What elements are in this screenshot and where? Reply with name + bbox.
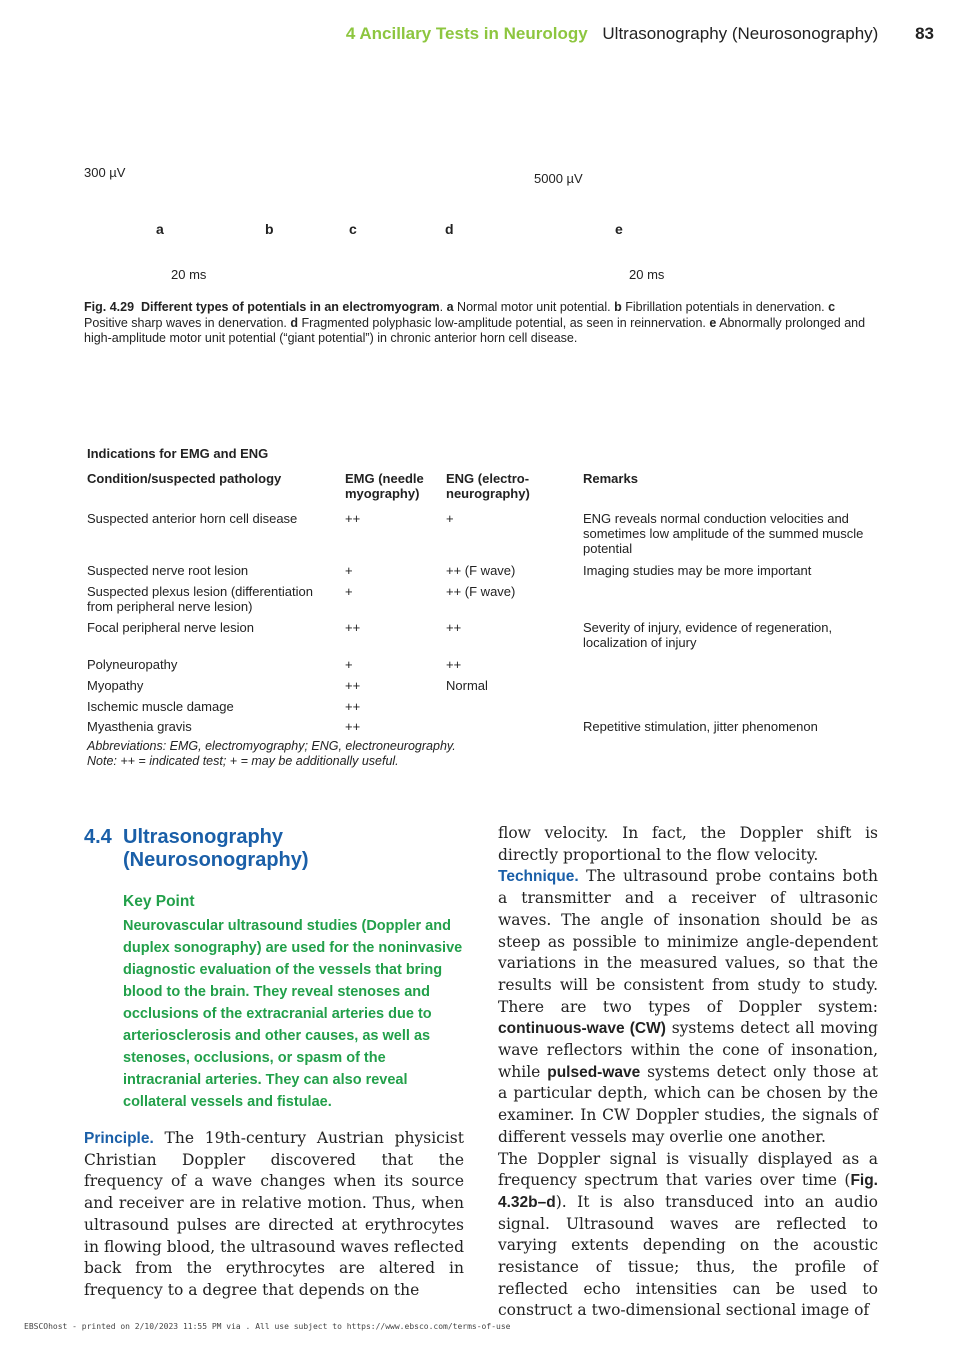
cell-remarks: Imaging studies may be more important xyxy=(583,563,812,578)
table-row xyxy=(87,657,877,678)
cell-condition: Suspected nerve root lesion xyxy=(87,563,249,578)
cell-remarks: Severity of injury, evidence of regeneration, localization of injury xyxy=(583,620,833,650)
caption-letter-c: c xyxy=(828,300,836,314)
table-abbreviations: Abbreviations: EMG, electromyography; ENG, electroneurography. xyxy=(87,739,456,753)
time-scale-left: 20 ms xyxy=(171,267,207,282)
cell-condition: Polyneuropathy xyxy=(87,657,178,672)
running-header xyxy=(346,24,934,44)
technique-text-a: The ultrasound probe contains both a transmitter and a receiver of ultrasonic waves. The angle of insonation should be as steep as possible to minimize angle-dependent variations in the measured values, so that the results will be consistent from study to study. There are two types of Doppler system: xyxy=(498,867,878,1016)
cell-remarks: Repetitive stimulation, jitter phenomenon xyxy=(583,719,818,734)
panel-label-c: c xyxy=(349,221,357,237)
cell-emg: ++ xyxy=(345,620,361,635)
caption-label: Fig. 4.29 xyxy=(84,300,135,314)
page-number: 83 xyxy=(915,24,934,43)
cell-condition: Focal peripheral nerve lesion xyxy=(87,620,254,635)
table-title: Indications for EMG and ENG xyxy=(87,446,269,461)
flow-velocity-paragraph: flow velocity. In fact, the Doppler shift is directly proportional to the flow velocity. xyxy=(498,824,878,864)
panel-label-e: e xyxy=(615,221,623,237)
table-row xyxy=(87,511,877,563)
header-eng: ENG (electro-neurography) xyxy=(446,471,530,501)
table-notes xyxy=(87,739,877,773)
principle-paragraph xyxy=(84,1128,464,1302)
caption-letter-a: a xyxy=(446,300,454,314)
cell-condition: Myopathy xyxy=(87,678,144,693)
table-row xyxy=(87,584,877,620)
caption-part-a: Normal motor unit potential. xyxy=(457,300,611,314)
cell-eng: ++ (F wave) xyxy=(446,584,516,599)
technique-paragraph xyxy=(498,866,878,1148)
section-title: Ultrasonography (Neurosonography) xyxy=(123,826,309,871)
cell-eng: ++ (F wave) xyxy=(446,563,516,578)
technique-text-b: systems detect all moving wave reflectors within the cone of insonation, while xyxy=(498,1019,878,1081)
cell-remarks: ENG reveals normal conduction velocities and sometimes low amplitude of the summed muscle potential xyxy=(583,511,864,556)
table-row xyxy=(87,699,877,719)
figure-caption: Fig. 4.29 Different types of potentials in an electromyogram. a Normal motor unit potential. b Fibrillation potentials in denervation. c Positive sharp waves in denervation. d Fragmented polyphasic low-amplitude potential, as seen in reinnervation. e Abnormally prolonged and high-amplitude motor unit potential (“giant potential”) in chronic anterior horn cell disease. xyxy=(84,300,866,345)
technique-text-c: systems detect only those at a particular depth, which can be chosen by the examiner. In CW Doppler studies, the signals of different vessels may overlie one another. xyxy=(498,1062,878,1146)
caption-letter-e: e xyxy=(709,315,717,330)
table-row xyxy=(87,678,877,699)
cell-emg: ++ xyxy=(345,511,361,526)
key-point-title: Key Point xyxy=(123,893,195,910)
cell-emg: ++ xyxy=(345,719,361,734)
section-running-title: Ultrasonography (Neurosonography) xyxy=(602,24,879,43)
key-point-text: Neurovascular ultrasound studies (Doppler and duplex sonography) are used for the noninvasive diagnostic evaluation of the vessels that bring blood to the brain. They reveal stenoses and occlusions of the extracranial arteries due to arteriosclerosis and other causes, as well as stenoses, occlusions, or spasm of the intracranial arteries. They can also reveal collateral vessels and fistulae. xyxy=(123,918,463,1110)
cell-condition: Suspected anterior horn cell disease xyxy=(87,511,298,526)
panel-label-b: b xyxy=(265,221,274,237)
cell-eng: Normal xyxy=(446,678,488,693)
cell-emg: + xyxy=(345,563,353,578)
table-row xyxy=(87,563,877,584)
time-scale-right: 20 ms xyxy=(629,267,665,282)
technique-label: Technique. xyxy=(498,868,579,886)
pw-term: pulsed-wave xyxy=(547,1063,641,1081)
header-emg: EMG (needle myography) xyxy=(345,471,424,501)
header-remarks: Remarks xyxy=(583,471,638,486)
doppler-text-b: ). It is also transduced into an audio signal. Ultrasound waves are reflected to varying extents depending on the acoustic resistance of tissue; thus, the profile of reflected echo intensities can be used to construct a two-dimensional sectional image of xyxy=(498,1192,878,1320)
right-column-text xyxy=(498,823,878,1322)
principle-label: Principle. xyxy=(84,1130,154,1147)
caption-title: Different types of potentials in an electromyogram xyxy=(140,300,440,314)
cell-emg: + xyxy=(345,657,353,672)
cell-emg: ++ xyxy=(345,678,361,693)
cell-emg: ++ xyxy=(345,699,361,714)
table-header-row xyxy=(87,471,877,511)
cell-condition: Myasthenia gravis xyxy=(87,719,192,734)
caption-part-c: Positive sharp waves in denervation. xyxy=(84,315,287,330)
cell-emg: + xyxy=(345,584,353,599)
principle-text: The 19th-century Austrian physicist Christian Doppler discovered that the frequency of a wave changes when its source and receiver are in relative motion. Thus, when ultrasound pulses are directed at erythrocytes in flowing blood, the ultrasound waves reflected back from the erythrocytes are altered in frequency to a degree that depends on the xyxy=(84,1129,464,1299)
indications-table xyxy=(87,446,877,773)
scale-label-right: 5000 µV xyxy=(534,171,583,186)
caption-part-e: Abnormally prolonged and high-amplitude motor unit potential (“giant potential”) in chronic anterior horn cell disease. xyxy=(84,315,866,345)
table-note: Note: ++ = indicated test; + = may be additionally useful. xyxy=(87,754,399,768)
figure-reference-link[interactable]: Fig. 4.32b–d xyxy=(498,1172,878,1211)
header-condition: Condition/suspected pathology xyxy=(87,471,282,486)
caption-part-b: Fibrillation potentials in denervation. xyxy=(625,300,825,314)
chapter-title: 4 Ancillary Tests in Neurology xyxy=(345,24,588,43)
table-row xyxy=(87,620,877,657)
cell-eng: + xyxy=(446,511,454,526)
panel-label-a: a xyxy=(156,221,164,237)
doppler-signal-paragraph xyxy=(498,1149,878,1323)
cell-eng: ++ xyxy=(446,657,462,672)
scale-label-left: 300 µV xyxy=(84,165,126,180)
print-footer: EBSCOhost - printed on 2/10/2023 11:55 PM via . All use subject to https://www.ebsco.com/terms-of-use xyxy=(24,1322,511,1331)
section-number: 4.4 xyxy=(84,826,112,848)
caption-part-d: Fragmented polyphasic low-amplitude potential, as seen in reinnervation. xyxy=(301,315,706,330)
doppler-text-a: The Doppler signal is visually displayed as a frequency spectrum that varies over time ( xyxy=(498,1149,878,1190)
panel-label-d: d xyxy=(445,221,454,237)
cell-eng: ++ xyxy=(446,620,462,635)
cell-condition: Suspected plexus lesion (differentiation from peripheral nerve lesion) xyxy=(87,584,313,614)
caption-letter-b: b xyxy=(614,300,622,314)
cw-term: continuous-wave (CW) xyxy=(498,1020,666,1038)
table-row xyxy=(87,719,877,739)
caption-letter-d: d xyxy=(290,315,299,330)
cell-condition: Ischemic muscle damage xyxy=(87,699,234,714)
